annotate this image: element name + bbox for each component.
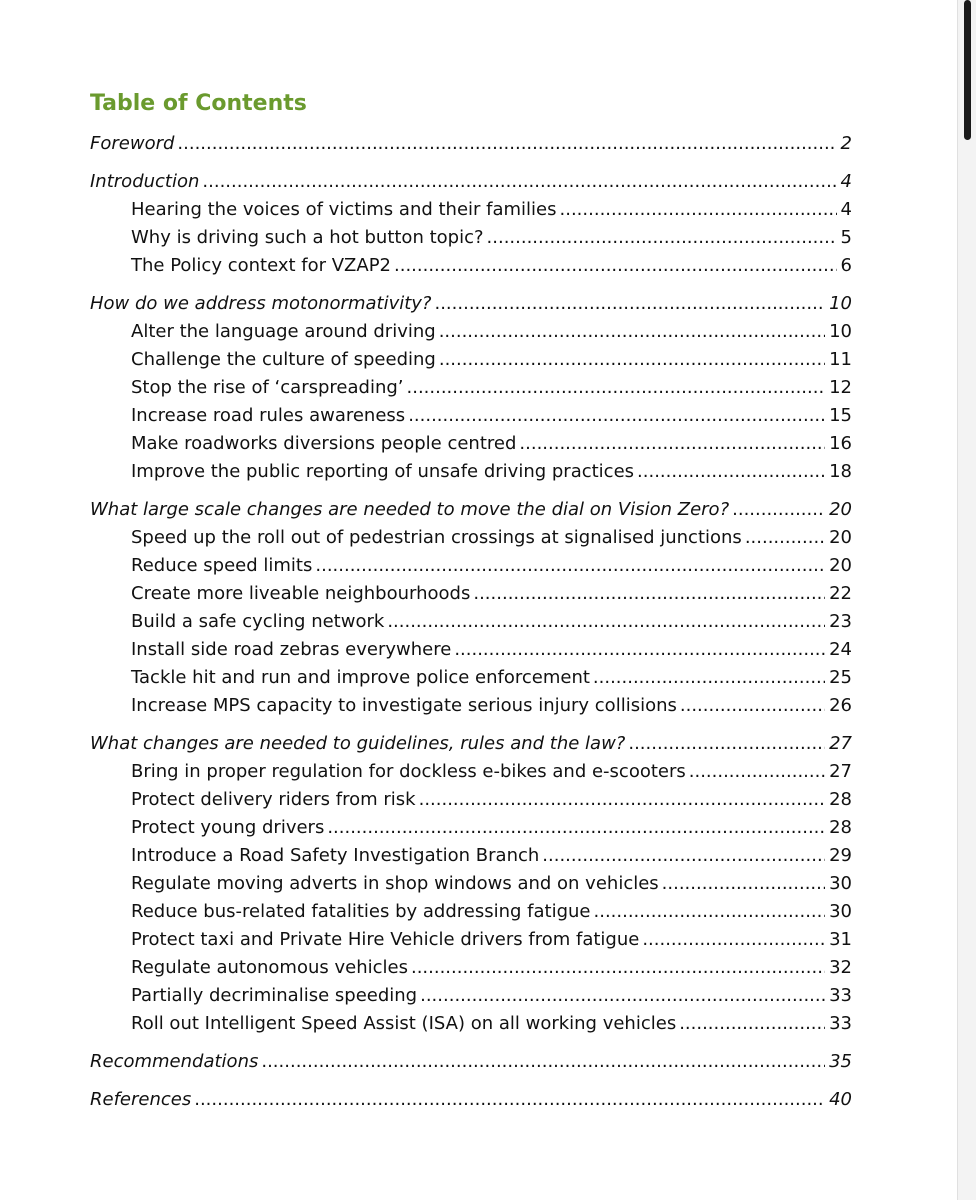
entry-title: Speed up the roll out of pedestrian crossings at signalised junctions	[131, 527, 742, 548]
section-gap	[90, 1038, 852, 1048]
entry-page-number: 30	[829, 873, 852, 894]
dot-leader	[519, 430, 825, 458]
toc-subsection-entry[interactable]	[90, 580, 852, 608]
entry-title: Recommendations	[90, 1051, 259, 1072]
entry-page-number: 4	[840, 171, 852, 192]
entry-page-number: 25	[829, 667, 852, 688]
toc-subsection-entry[interactable]	[90, 608, 852, 636]
dot-leader	[394, 252, 837, 280]
entry-page-number: 33	[829, 1013, 852, 1034]
dot-leader	[473, 580, 825, 608]
entry-page-number: 23	[829, 611, 852, 632]
dot-leader	[679, 1010, 825, 1038]
entry-page-number: 32	[829, 957, 852, 978]
vertical-scrollbar[interactable]	[957, 0, 976, 1200]
entry-title: Improve the public reporting of unsafe driving practices	[131, 461, 635, 482]
entry-title: The Policy context for VZAP2	[131, 255, 391, 276]
entry-page-number: 20	[829, 555, 852, 576]
entry-page-number: 27	[829, 761, 852, 782]
section-gap	[90, 720, 852, 730]
entry-title: Build a safe cycling network	[131, 611, 385, 632]
entry-page-number: 22	[829, 583, 852, 604]
entry-title: Reduce bus-related fatalities by addressing fatigue	[131, 901, 591, 922]
entry-page-number: 26	[829, 695, 852, 716]
entry-title: Install side road zebras everywhere	[131, 639, 452, 660]
entry-title: Introduction	[90, 171, 200, 192]
toc-subsection-entry[interactable]	[90, 898, 852, 926]
entry-page-number: 6	[840, 255, 852, 276]
toc-section-entry[interactable]	[90, 130, 852, 158]
dot-leader	[439, 346, 825, 374]
dot-leader	[594, 898, 826, 926]
toc-subsection-entry[interactable]	[90, 252, 852, 280]
entry-title: Increase road rules awareness	[131, 405, 406, 426]
toc-subsection-entry[interactable]	[90, 374, 852, 402]
entry-title: Hearing the voices of victims and their families	[131, 199, 557, 220]
toc-subsection-entry[interactable]	[90, 842, 852, 870]
entry-title: What changes are needed to guidelines, rules and the law?	[90, 733, 626, 754]
entry-title: Increase MPS capacity to investigate serious injury collisions	[131, 695, 677, 716]
entry-title: Bring in proper regulation for dockless e-bikes and e-scooters	[131, 761, 686, 782]
toc-subsection-entry[interactable]	[90, 982, 852, 1010]
entry-title: Roll out Intelligent Speed Assist (ISA) on all working vehicles	[131, 1013, 677, 1034]
dot-leader	[434, 290, 825, 318]
toc-subsection-entry[interactable]	[90, 430, 852, 458]
dot-leader	[194, 1086, 825, 1114]
dot-leader	[542, 842, 825, 870]
dot-leader	[560, 196, 837, 224]
dot-leader	[327, 814, 825, 842]
toc-subsection-entry[interactable]	[90, 870, 852, 898]
toc-subsection-entry[interactable]	[90, 196, 852, 224]
section-gap	[90, 280, 852, 290]
entry-page-number: 5	[840, 227, 852, 248]
section-gap	[90, 158, 852, 168]
toc-subsection-entry[interactable]	[90, 664, 852, 692]
section-gap	[90, 1076, 852, 1086]
entry-title: Tackle hit and run and improve police enforcement	[131, 667, 590, 688]
entry-title: What large scale changes are needed to move the dial on Vision Zero?	[90, 499, 730, 520]
entry-page-number: 18	[829, 461, 852, 482]
entry-page-number: 12	[829, 377, 852, 398]
entry-title: Make roadworks diversions people centred	[131, 433, 517, 454]
toc-subsection-entry[interactable]	[90, 814, 852, 842]
toc-subsection-entry[interactable]	[90, 636, 852, 664]
entry-title: Introduce a Road Safety Investigation Branch	[131, 845, 540, 866]
dot-leader	[593, 664, 825, 692]
entry-title: Regulate moving adverts in shop windows and on vehicles	[131, 873, 659, 894]
dot-leader	[454, 636, 825, 664]
dot-leader	[419, 786, 826, 814]
entry-page-number: 28	[829, 789, 852, 810]
entry-page-number: 30	[829, 901, 852, 922]
entry-page-number: 2	[840, 133, 852, 154]
toc-section-entry[interactable]	[90, 730, 852, 758]
entry-title: Create more liveable neighbourhoods	[131, 583, 471, 604]
toc-subsection-entry[interactable]	[90, 224, 852, 252]
entry-page-number: 28	[829, 817, 852, 838]
entry-page-number: 35	[829, 1051, 852, 1072]
entry-title: Foreword	[90, 133, 175, 154]
dot-leader	[420, 982, 825, 1010]
entry-page-number: 40	[829, 1089, 852, 1110]
entry-page-number: 16	[829, 433, 852, 454]
entry-title: Protect young drivers	[131, 817, 325, 838]
entry-title: Alter the language around driving	[131, 321, 436, 342]
entry-title: Stop the rise of ‘carspreading’	[131, 377, 404, 398]
toc-section-entry[interactable]	[90, 496, 852, 524]
toc-list	[90, 130, 852, 1114]
toc-subsection-entry[interactable]	[90, 318, 852, 346]
section-gap	[90, 486, 852, 496]
dot-leader	[680, 692, 825, 720]
entry-page-number: 24	[829, 639, 852, 660]
dot-leader	[261, 1048, 825, 1076]
entry-page-number: 10	[829, 321, 852, 342]
toc-subsection-entry[interactable]	[90, 926, 852, 954]
dot-leader	[202, 168, 836, 196]
toc-section-entry[interactable]	[90, 1048, 852, 1076]
dot-leader	[439, 318, 825, 346]
entry-page-number: 33	[829, 985, 852, 1006]
entry-page-number: 15	[829, 405, 852, 426]
entry-page-number: 27	[829, 733, 852, 754]
document-page	[90, 88, 852, 1114]
dot-leader	[628, 730, 825, 758]
dot-leader	[411, 954, 825, 982]
dot-leader	[407, 374, 826, 402]
dot-leader	[408, 402, 825, 430]
toc-subsection-entry[interactable]	[90, 402, 852, 430]
entry-page-number: 20	[829, 527, 852, 548]
toc-section-entry[interactable]	[90, 290, 852, 318]
toc-subsection-entry[interactable]	[90, 954, 852, 982]
entry-page-number: 11	[829, 349, 852, 370]
entry-page-number: 4	[840, 199, 852, 220]
entry-title: Reduce speed limits	[131, 555, 313, 576]
dot-leader	[745, 524, 825, 552]
toc-heading: Table of Contents	[90, 91, 307, 116]
dot-leader	[487, 224, 837, 252]
toc-subsection-entry[interactable]	[90, 1010, 852, 1038]
toc-subsection-entry[interactable]	[90, 786, 852, 814]
toc-section-entry[interactable]	[90, 1086, 852, 1114]
entry-title: References	[90, 1089, 192, 1110]
entry-title: Protect taxi and Private Hire Vehicle drivers from fatigue	[131, 929, 640, 950]
dot-leader	[732, 496, 825, 524]
toc-subsection-entry[interactable]	[90, 758, 852, 786]
entry-title: How do we address motonormativity?	[90, 293, 432, 314]
scrollbar-thumb[interactable]	[964, 0, 971, 140]
dot-leader	[662, 870, 825, 898]
dot-leader	[387, 608, 825, 636]
entry-page-number: 29	[829, 845, 852, 866]
toc-subsection-entry[interactable]	[90, 458, 852, 486]
entry-page-number: 31	[829, 929, 852, 950]
toc-section-entry[interactable]	[90, 168, 852, 196]
entry-title: Protect delivery riders from risk	[131, 789, 416, 810]
dot-leader	[177, 130, 836, 158]
entry-title: Regulate autonomous vehicles	[131, 957, 408, 978]
dot-leader	[315, 552, 825, 580]
dot-leader	[689, 758, 825, 786]
toc-subsection-entry[interactable]	[90, 692, 852, 720]
entry-title: Why is driving such a hot button topic?	[131, 227, 484, 248]
toc-subsection-entry[interactable]	[90, 524, 852, 552]
dot-leader	[637, 458, 825, 486]
dot-leader	[642, 926, 825, 954]
entry-page-number: 10	[829, 293, 852, 314]
toc-subsection-entry[interactable]	[90, 552, 852, 580]
toc-subsection-entry[interactable]	[90, 346, 852, 374]
entry-title: Challenge the culture of speeding	[131, 349, 436, 370]
entry-page-number: 20	[829, 499, 852, 520]
entry-title: Partially decriminalise speeding	[131, 985, 418, 1006]
